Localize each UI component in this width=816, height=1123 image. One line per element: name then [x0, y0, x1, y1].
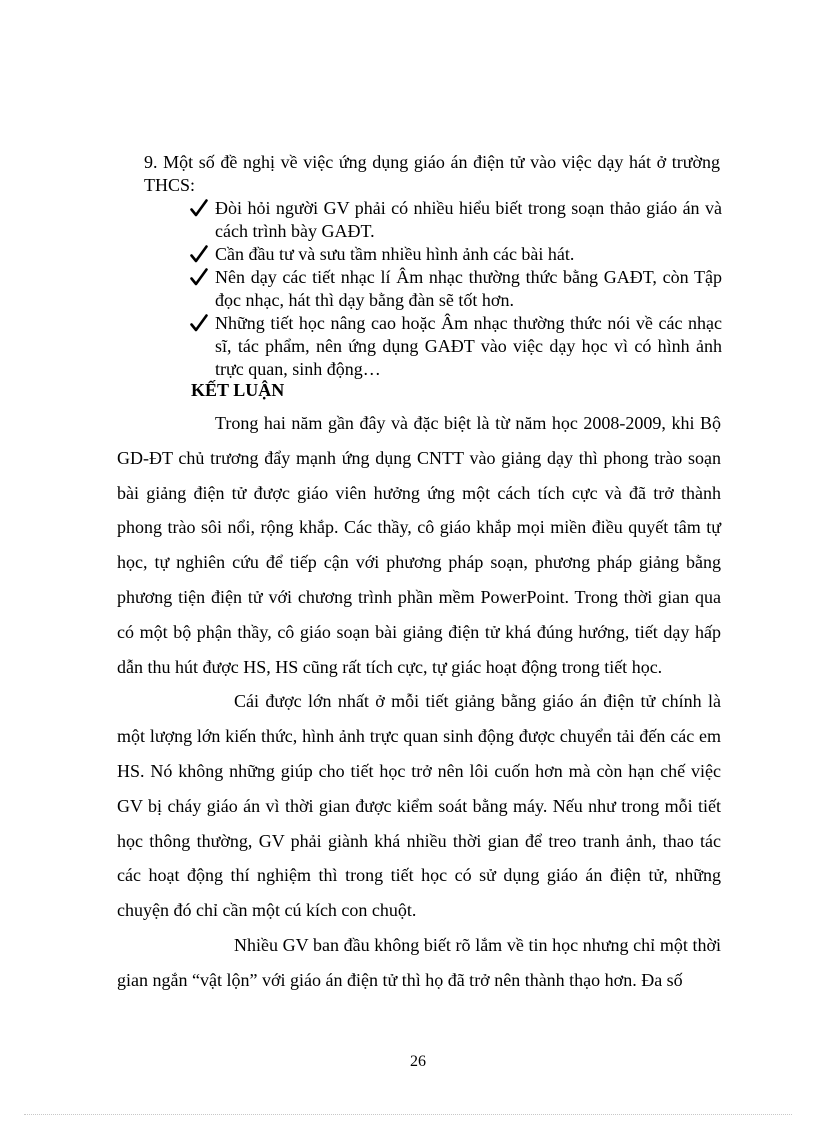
checkmark-icon	[190, 243, 208, 265]
list-item	[190, 197, 722, 243]
checkmark-icon	[190, 312, 208, 334]
list-item-text: Đòi hỏi người GV phải có nhiều hiểu biết trong soạn thảo giáo án và cách trình bày GAĐT.	[215, 198, 722, 241]
recommendation-list	[190, 197, 722, 381]
list-item-text: Nên dạy các tiết nhạc lí Âm nhạc thường thức bằng GAĐT, còn Tập đọc nhạc, hát thì dạy bằng đàn sẽ tốt hơn.	[215, 267, 722, 310]
list-item-text: Cần đầu tư và sưu tầm nhiều hình ảnh các bài hát.	[215, 244, 575, 264]
paragraph: Cái được lớn nhất ở mỗi tiết giảng bằng giáo án điện tử chính là một lượng lớn kiến thức, hình ảnh trực quan sinh động được chuyển tải đến các em HS. Nó không những giúp cho tiết học trở nên lôi cuốn hơn mà còn hạn chế việc GV bị cháy giáo án vì thời gian được kiểm soát bằng máy. Nếu như trong mỗi tiết học thông thường, GV phải giành khá nhiều thời gian để treo tranh ảnh, thao tác các hoạt động thí nghiệm thì trong tiết học có sử dụng giáo án điện tử, những chuyện đó chỉ cần một cú kích con chuột.	[117, 691, 721, 921]
section-heading: 9. Một số đề nghị về việc ứng dụng giáo án điện tử vào việc dạy hát ở trường THCS:	[144, 152, 720, 195]
page-divider	[24, 1114, 792, 1115]
checkmark-icon	[190, 266, 208, 288]
list-item-text: Những tiết học nâng cao hoặc Âm nhạc thường thức nói về các nhạc sĩ, tác phẩm, nên ứng dụng GAĐT vào việc dạy học vì có hình ảnh trực quan, sinh động…	[215, 313, 722, 379]
list-item	[190, 243, 722, 266]
paragraph: Nhiều GV ban đầu không biết rõ lắm về tin học nhưng chỉ một thời gian ngắn “vật lộn” với giáo án điện tử thì họ đã trở nên thành thạo hơn. Đa số	[117, 934, 721, 990]
list-item	[190, 312, 722, 381]
conclusion-body	[117, 406, 721, 998]
paragraph: Trong hai năm gần đây và đặc biệt là từ năm học 2008-2009, khi Bộ GD-ĐT chủ trương đẩy mạnh ứng dụng CNTT vào giảng dạy thì phong trào soạn bài giảng điện tử được giáo viên hưởng ứng một cách tích cực và đã trở thành phong trào sôi nổi, rộng khắp. Các thầy, cô giáo khắp mọi miền điều quyết tâm tự học, tự nghiên cứu để tiếp cận với phương pháp soạn, phương pháp giảng bằng phương tiện điện tử với chương trình phần mềm PowerPoint. Trong thời gian qua có một bộ phận thầy, cô giáo soạn bài giảng điện tử khá đúng hướng, tiết dạy hấp dẫn thu hút được HS, HS cũng rất tích cực, tự giác hoạt động trong tiết học.	[117, 413, 721, 677]
checkmark-icon	[190, 197, 208, 219]
list-item	[190, 266, 722, 312]
conclusion-heading: KẾT LUẬN	[191, 380, 285, 400]
page-number: 26	[410, 1053, 426, 1070]
